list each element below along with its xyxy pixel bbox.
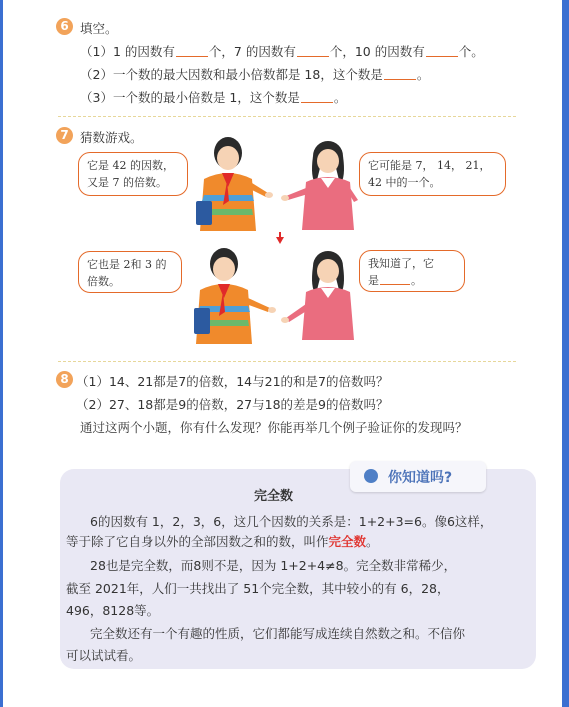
- bubble-text: 我知道了，它: [368, 257, 434, 270]
- boy-illustration-1: [182, 135, 274, 238]
- speech-bubble-girl-2: [359, 250, 465, 292]
- q6-l2-text-a: （2）一个数的最大因数和最小倍数都是 18，这个数是: [80, 67, 383, 82]
- question-7-badge: 7: [56, 127, 73, 144]
- highlight-term: 完全数: [328, 534, 367, 549]
- q6-l1-text-a: （1）1 的因数有: [80, 44, 175, 59]
- box-paragraph-2-line-2: 截至 2021年，人们一共找出了 51个完全数，其中较小的有 6，28，: [66, 581, 450, 596]
- question-8-line-3: 通过这两个小题，你有什么发现？你能再举几个例子验证你的发现吗？: [80, 420, 468, 435]
- bubble-text: 它也是 2和 3 的: [87, 258, 167, 271]
- question-6-title: 填空。: [80, 21, 118, 36]
- speech-bubble-boy-1: [78, 152, 188, 196]
- page-border-left: [0, 0, 3, 707]
- box-paragraph-1-line-2: [66, 532, 379, 550]
- box-paragraph-2-line-1: 28也是完全数，而8则不是，因为 1+2+4≠8。完全数非常稀少，: [90, 558, 457, 573]
- question-8-line-2: （2）27、18都是9的倍数，27与18的差是9的倍数吗？: [76, 397, 389, 412]
- section-divider: [58, 116, 516, 117]
- q6-l1-text-c: 个，10 的因数有: [329, 44, 425, 59]
- box-title: 完全数: [254, 489, 294, 504]
- textbook-page: [14, 0, 552, 707]
- girl-illustration-2: [276, 248, 366, 348]
- question-6-badge: 6: [56, 18, 73, 35]
- bubble-text: 42 中的一个。: [368, 176, 441, 189]
- question-8-badge: 8: [56, 371, 73, 388]
- answer-blank[interactable]: [297, 44, 329, 57]
- box-paragraph-2-line-3: 496，8128等。: [66, 603, 160, 618]
- answer-blank[interactable]: [176, 44, 208, 57]
- question-7-title: 猜数游戏。: [80, 130, 143, 145]
- question-8-line-1: （1）14、21都是7的倍数，14与21的和是7的倍数吗？: [76, 374, 389, 389]
- box-text: 。: [366, 534, 379, 549]
- box-paragraph-1-line-1: 6的因数有 1，2，3，6，这几个因数的关系是：1+2+3=6。像6这样，: [90, 514, 493, 529]
- arrow-down-icon: [276, 232, 284, 244]
- answer-blank[interactable]: [426, 44, 458, 57]
- did-you-know-label: 你知道吗?: [388, 470, 453, 486]
- q6-l3-text-b: 。: [333, 90, 347, 105]
- question-6-line-3: [80, 88, 346, 106]
- speech-bubble-boy-2: [78, 251, 182, 293]
- question-6-line-2: [80, 65, 429, 83]
- boy-illustration-2: [182, 246, 277, 350]
- answer-blank[interactable]: [301, 90, 333, 103]
- answer-blank[interactable]: [384, 67, 416, 80]
- girl-illustration-1: [276, 138, 366, 238]
- box-paragraph-3-line-2: 可以试试看。: [66, 648, 142, 663]
- bubble-text: 是: [368, 274, 379, 287]
- bubble-text-answer-line: [368, 272, 456, 289]
- q6-l1-text-d: 个。: [458, 44, 484, 59]
- bubble-text: 。: [411, 274, 422, 287]
- bubble-text: 它可能是 7， 14， 21，: [368, 159, 491, 172]
- question-6-line-1: [80, 42, 484, 60]
- q6-l1-text-b: 个，7 的因数有: [208, 44, 296, 59]
- chart-icon: [364, 469, 378, 483]
- box-paragraph-3-line-1: 完全数还有一个有趣的性质，它们都能写成连续自然数之和。不信你: [90, 626, 466, 641]
- answer-blank[interactable]: [380, 272, 410, 285]
- section-divider: [58, 361, 516, 362]
- q6-l3-text-a: （3）一个数的最小倍数是 1，这个数是: [80, 90, 300, 105]
- q6-l2-text-b: 。: [416, 67, 430, 82]
- bubble-text: 它是 42 的因数，: [87, 159, 174, 172]
- bubble-text: 又是 7 的倍数。: [87, 176, 167, 189]
- box-text: 等于除了它自身以外的全部因数之和的数，叫作: [66, 534, 329, 549]
- speech-bubble-girl-1: [359, 152, 506, 196]
- bubble-text: 倍数。: [87, 275, 120, 288]
- did-you-know-tag: [350, 461, 486, 492]
- page-border-right: [562, 0, 569, 707]
